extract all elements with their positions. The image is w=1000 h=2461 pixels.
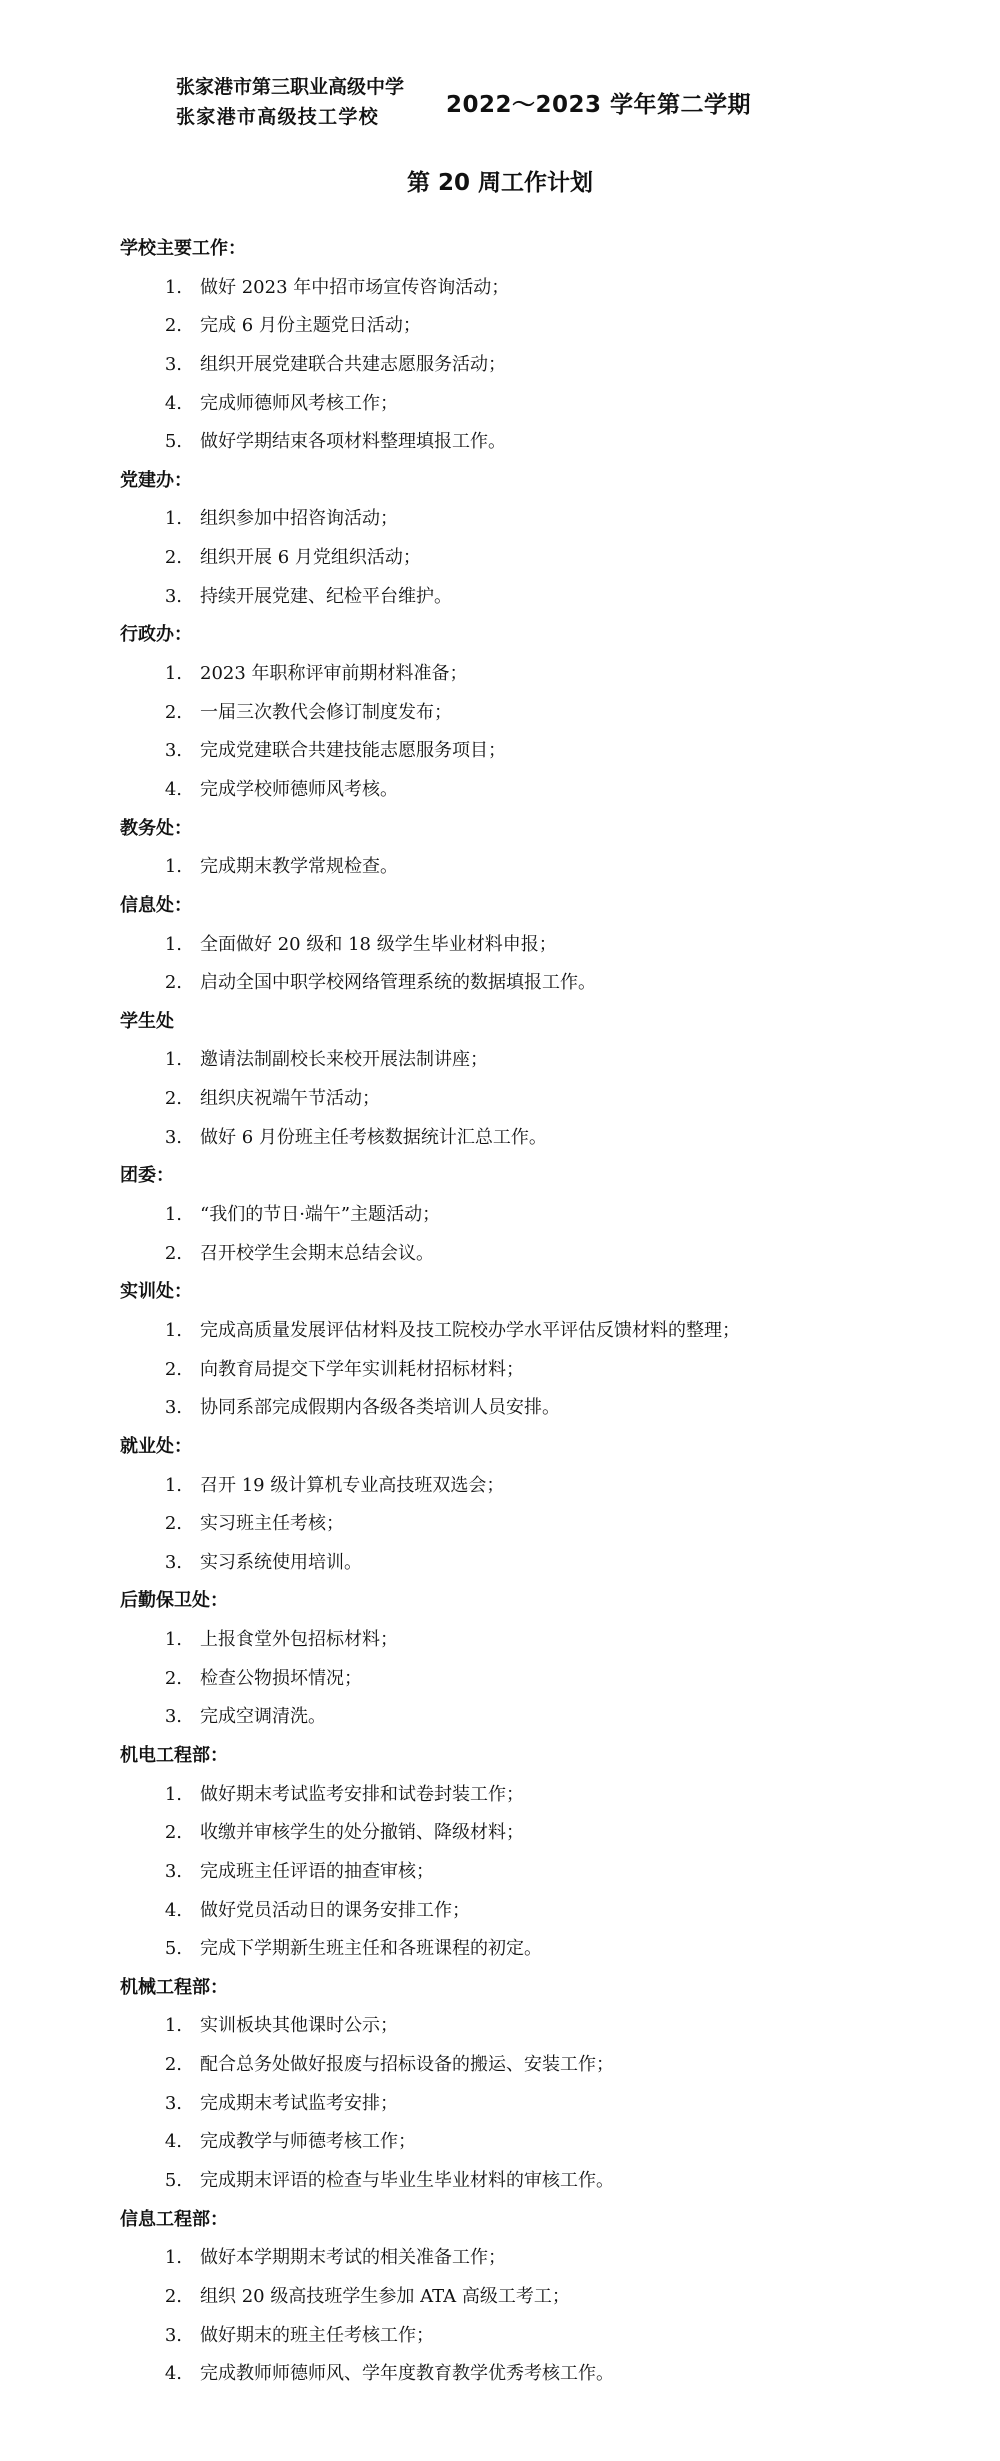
list-item-number: 1. — [164, 1319, 182, 1341]
list-item — [120, 385, 980, 424]
list-item-text: 完成党建联合共建技能志愿服务项目； — [200, 740, 506, 762]
list-item — [120, 2046, 980, 2085]
list-item — [120, 500, 980, 539]
list-item — [120, 2278, 980, 2317]
section-heading: 机电工程部： — [120, 1744, 228, 1766]
list-item-text: 做好 2023 年中招市场宣传咨询活动； — [200, 276, 510, 298]
list-item-number: 1. — [164, 1783, 182, 1805]
list-item-text: 完成下学期新生班主任和各班课程的初定。 — [200, 1938, 542, 1960]
list-item — [120, 1698, 980, 1737]
list-item-text: 做好学期结束各项材料整理填报工作。 — [200, 431, 506, 453]
list-item-number: 2. — [164, 2054, 182, 2076]
list-item-number: 4. — [164, 392, 182, 414]
list-item — [120, 2317, 980, 2356]
list-item-text: 完成学校师德师风考核。 — [200, 778, 398, 800]
list-item-text: 上报食堂外包招标材料； — [200, 1629, 398, 1651]
section-heading: 后勤保卫处： — [120, 1590, 228, 1612]
section-heading: 信息工程部： — [120, 2208, 228, 2230]
list-item — [120, 2162, 980, 2201]
list-item — [120, 1312, 980, 1351]
list-item — [120, 2239, 980, 2278]
list-item-number: 1. — [164, 856, 182, 878]
list-item-text: 做好 6 月份班主任考核数据统计汇总工作。 — [200, 1126, 547, 1148]
list-item-text: 完成期末教学常规检查。 — [200, 856, 398, 878]
list-item — [120, 1389, 980, 1428]
section-heading: 实训处： — [120, 1281, 192, 1303]
list-item — [120, 1196, 980, 1235]
list-item — [120, 926, 980, 965]
list-item-number: 1. — [164, 1204, 182, 1226]
list-item — [120, 732, 980, 771]
list-item — [120, 848, 980, 887]
list-item-text: 完成期末考试监考安排； — [200, 2092, 398, 2114]
page-title: 第 20 周工作计划 — [406, 170, 594, 196]
list-item-text: 组织庆祝端午节活动； — [200, 1088, 380, 1110]
list-item-number: 1. — [164, 2015, 182, 2037]
list-item-number: 3. — [164, 1551, 182, 1573]
list-item-text: 完成教师师德师风、学年度教育教学优秀考核工作。 — [200, 2363, 614, 2385]
list-item-text: 组织开展党建联合共建志愿服务活动； — [200, 353, 506, 375]
list-item-text: 组织参加中招咨询活动； — [200, 508, 398, 530]
list-item-number: 3. — [164, 1706, 182, 1728]
list-item-text: 协同系部完成假期内各级各类培训人员安排。 — [200, 1397, 560, 1419]
list-item-number: 5. — [164, 1938, 182, 1960]
list-item-number: 4. — [164, 2363, 182, 2385]
list-item-number: 2. — [164, 2285, 182, 2307]
list-item — [120, 771, 980, 810]
list-item-number: 1. — [164, 1049, 182, 1071]
list-item — [120, 2355, 980, 2394]
list-item — [120, 964, 980, 1003]
list-item — [120, 2007, 980, 2046]
list-item-number: 3. — [164, 585, 182, 607]
list-item — [120, 2123, 980, 2162]
list-item — [120, 269, 980, 308]
list-item-number: 2. — [164, 1667, 182, 1689]
section-heading: 教务处： — [120, 817, 192, 839]
section-heading: 行政办： — [120, 624, 192, 646]
list-item-number: 1. — [164, 1474, 182, 1496]
list-item-text: 完成期末评语的检查与毕业生毕业材料的审核工作。 — [200, 2170, 614, 2192]
list-item-text: 启动全国中职学校网络管理系统的数据填报工作。 — [200, 972, 596, 994]
list-item-number: 2. — [164, 315, 182, 337]
list-item-number: 1. — [164, 663, 182, 685]
list-item-text: 做好党员活动日的课务安排工作； — [200, 1899, 470, 1921]
list-item-text: 完成师德师风考核工作； — [200, 392, 398, 414]
document-header — [176, 72, 836, 138]
school-name-line1: 张家港市第三职业高级中学 — [176, 76, 405, 98]
list-item-number: 2. — [164, 972, 182, 994]
list-item — [120, 1351, 980, 1390]
list-item-text: 收缴并审核学生的处分撤销、降级材料； — [200, 1822, 524, 1844]
section-heading: 党建办： — [120, 469, 192, 491]
list-item-number: 2. — [164, 1088, 182, 1110]
list-item — [120, 1544, 980, 1583]
list-item-text: 实习班主任考核； — [200, 1513, 344, 1535]
list-item-text: 邀请法制副校长来校开展法制讲座； — [200, 1049, 488, 1071]
list-item — [120, 2085, 980, 2124]
list-item-text: 完成空调清洗。 — [200, 1706, 326, 1728]
list-item-text: 做好本学期期末考试的相关准备工作； — [200, 2247, 506, 2269]
list-item — [120, 1660, 980, 1699]
list-item — [120, 1776, 980, 1815]
semester-label: 2022～2023 学年第二学期 — [446, 92, 752, 118]
section-heading: 学校主要工作： — [120, 238, 246, 259]
list-item-number: 4. — [164, 1899, 182, 1921]
list-item-number: 2. — [164, 1822, 182, 1844]
list-item — [120, 423, 980, 462]
section-heading: 机械工程部： — [120, 1976, 228, 1998]
list-item-number: 3. — [164, 740, 182, 762]
list-item-number: 2. — [164, 701, 182, 723]
section-heading: 团委： — [120, 1165, 174, 1187]
list-item — [120, 1892, 980, 1931]
list-item-number: 3. — [164, 2324, 182, 2346]
list-item-number: 2. — [164, 1242, 182, 1264]
list-item-number: 3. — [164, 1860, 182, 1882]
list-item — [120, 694, 980, 733]
list-item-text: “我们的节日·端午”主题活动； — [200, 1204, 441, 1226]
list-item-text: 做好期末的班主任考核工作； — [200, 2324, 434, 2346]
list-item — [120, 307, 980, 346]
list-item-text: 向教育局提交下学年实训耗材招标材料； — [200, 1358, 524, 1380]
list-item-number: 2. — [164, 1358, 182, 1380]
list-item-text: 召开校学生会期末总结会议。 — [200, 1242, 434, 1264]
list-item-text: 一届三次教代会修订制度发布； — [200, 701, 452, 723]
list-item-number: 2. — [164, 1513, 182, 1535]
list-item — [120, 1041, 980, 1080]
list-item-number: 1. — [164, 276, 182, 298]
list-item-number: 2. — [164, 547, 182, 569]
list-item-number: 4. — [164, 2131, 182, 2153]
section-heading: 就业处： — [120, 1435, 192, 1457]
list-item — [120, 1505, 980, 1544]
list-item-text: 实习系统使用培训。 — [200, 1551, 362, 1573]
list-item-number: 1. — [164, 1629, 182, 1651]
school-names — [176, 72, 404, 132]
list-item-text: 完成 6 月份主题党日活动； — [200, 315, 421, 337]
list-item — [120, 1080, 980, 1119]
section-heading: 学生处 — [120, 1010, 174, 1032]
list-item — [120, 1621, 980, 1660]
list-item — [120, 578, 980, 617]
list-item — [120, 1235, 980, 1274]
list-item — [120, 1467, 980, 1506]
list-item — [120, 1814, 980, 1853]
list-item-number: 1. — [164, 2247, 182, 2269]
school-name-line2: 张家港市高级技工学校 — [176, 106, 380, 128]
list-item-number: 3. — [164, 1126, 182, 1148]
list-item-text: 组织开展 6 月党组织活动； — [200, 547, 421, 569]
list-item-text: 检查公物损坏情况； — [200, 1667, 362, 1689]
list-item-number: 5. — [164, 2170, 182, 2192]
list-item-text: 完成班主任评语的抽查审核； — [200, 1860, 434, 1882]
list-item-text: 实训板块其他课时公示； — [200, 2015, 398, 2037]
list-item-number: 3. — [164, 2092, 182, 2114]
section-heading: 信息处： — [120, 894, 192, 916]
list-item — [120, 655, 980, 694]
list-item-number: 1. — [164, 933, 182, 955]
list-item-text: 持续开展党建、纪检平台维护。 — [200, 585, 452, 607]
list-item-text: 配合总务处做好报废与招标设备的搬运、安装工作； — [200, 2054, 614, 2076]
list-item-text: 完成高质量发展评估材料及技工院校办学水平评估反馈材料的整理； — [200, 1319, 740, 1341]
list-item-text: 全面做好 20 级和 18 级学生毕业材料申报； — [200, 933, 557, 955]
list-item-number: 1. — [164, 508, 182, 530]
list-item-text: 完成教学与师德考核工作； — [200, 2131, 416, 2153]
list-item-text: 召开 19 级计算机专业高技班双选会； — [200, 1474, 505, 1496]
list-item — [120, 539, 980, 578]
list-item — [120, 1930, 980, 1969]
list-item — [120, 346, 980, 385]
work-plan-content — [120, 230, 980, 2394]
list-item-number: 4. — [164, 778, 182, 800]
list-item-text: 组织 20 级高技班学生参加 ATA 高级工考工； — [200, 2285, 570, 2307]
list-item-text: 2023 年职称评审前期材料准备； — [200, 663, 468, 685]
list-item-number: 3. — [164, 353, 182, 375]
list-item — [120, 1119, 980, 1158]
list-item — [120, 1853, 980, 1892]
list-item-text: 做好期末考试监考安排和试卷封装工作； — [200, 1783, 524, 1805]
list-item-number: 3. — [164, 1397, 182, 1419]
list-item-number: 5. — [164, 431, 182, 453]
